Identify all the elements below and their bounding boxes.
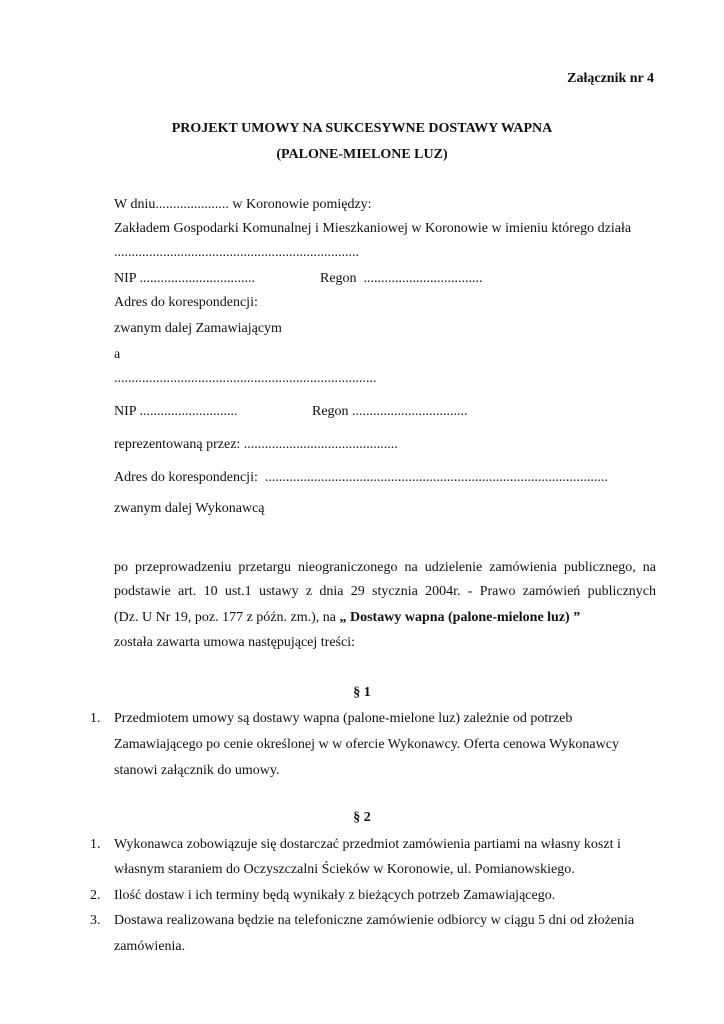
preamble-line-4: została zawarta umowa następującej treści: bbox=[114, 635, 355, 650]
contractor-dots: ........................................................................... bbox=[114, 371, 377, 386]
section-1-item-1-line-1: Przedmiotem umowy są dostawy wapna (palone-mielone luz) zależnie od potrzeb bbox=[114, 711, 573, 726]
employer-name: Zakładem Gospodarki Komunalnej i Mieszkaniowej w Koronowie w imieniu którego działa bbox=[114, 221, 632, 236]
section-2-heading: § 2 bbox=[353, 810, 371, 825]
section-2-item-3-number: 3. bbox=[90, 913, 101, 928]
employer-alias: zwanym dalej Zamawiającym bbox=[114, 321, 282, 336]
employer-address: Adres do korespondencji: bbox=[114, 295, 258, 310]
employer-regon: Regon .................................. bbox=[320, 271, 483, 286]
contractor-address: Adres do korespondencji: .................................................................................................. bbox=[114, 470, 608, 485]
section-2-item-3-line-1: Dostawa realizowana będzie na telefoniczne zamówienie odbiorcy w ciągu 5 dni od złożenia bbox=[114, 913, 635, 928]
preamble-line-3-text: (Dz. U Nr 19, poz. 177 z późn. zm.), na bbox=[114, 610, 340, 625]
section-2-item-2-line-1: Ilość dostaw i ich terminy będą wynikały z bieżących potrzeb Zamawiającego. bbox=[114, 888, 556, 903]
contractor-nip: NIP ............................ bbox=[114, 404, 238, 419]
title-line-2: (PALONE-MIELONE LUZ) bbox=[276, 147, 448, 162]
contractor-alias: zwanym dalej Wykonawcą bbox=[114, 501, 265, 516]
date-line: W dniu..................... w Koronowie pomiędzy: bbox=[114, 197, 372, 212]
contractor-representative: reprezentowaną przez: ............................................ bbox=[114, 437, 398, 452]
preamble-line-2: podstawie art. 10 ust.1 ustawy z dnia 29 stycznia 2004r. - Prawo zamówień publicznych bbox=[114, 584, 656, 599]
conjunction: a bbox=[114, 347, 121, 362]
contract-subject: „ Dostawy wapna (palone-mielone luz) ” bbox=[339, 610, 581, 625]
section-1-item-1-number: 1. bbox=[90, 711, 101, 726]
attachment-label: Załącznik nr 4 bbox=[567, 71, 654, 86]
section-2-item-2-number: 2. bbox=[90, 888, 101, 903]
section-2-item-1-number: 1. bbox=[90, 837, 101, 852]
section-1-item-1-line-2: Zamawiającego po cenie określonej w w ofercie Wykonawcy. Oferta cenowa Wykonawcy bbox=[114, 737, 619, 752]
section-2-item-3-line-2: zamówienia. bbox=[114, 939, 186, 954]
section-1-item-1-line-3: stanowi załącznik do umowy. bbox=[114, 763, 280, 778]
section-1-heading: § 1 bbox=[353, 685, 371, 700]
contractor-regon: Regon ................................. bbox=[312, 404, 468, 419]
title-line-1: PROJEKT UMOWY NA SUKCESYWNE DOSTAWY WAPNA bbox=[171, 121, 553, 136]
preamble-line-3 bbox=[114, 609, 580, 627]
preamble-line-1: po przeprowadzeniu przetargu nieograniczonego na udzielenie zamówienia publicznego, na bbox=[114, 560, 656, 575]
section-2-item-1-line-1: Wykonawca zobowiązuje się dostarczać przedmiot zamówienia partiami na własny koszt i bbox=[114, 837, 621, 852]
employer-nip: NIP ................................. bbox=[114, 271, 256, 286]
section-2-item-1-line-2: własnym staraniem do Oczyszczalni Ścieków w Koronowie, ul. Pomianowskiego. bbox=[114, 862, 575, 877]
employer-dots: ...................................................................... bbox=[114, 245, 359, 260]
